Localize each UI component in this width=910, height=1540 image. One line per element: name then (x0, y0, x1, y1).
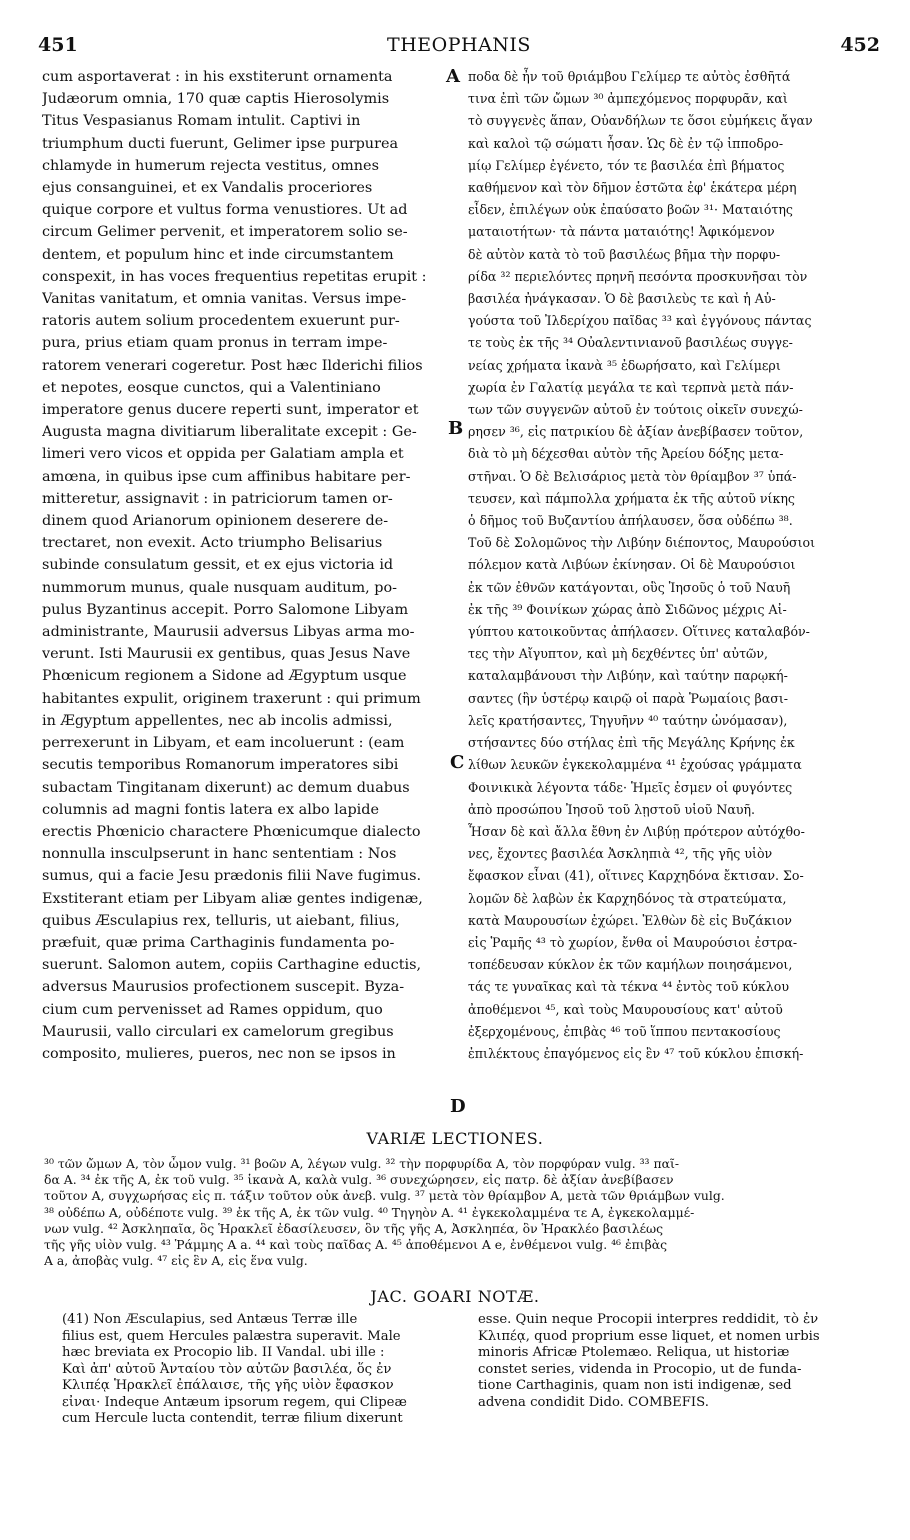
note-line: εἶναι· Indeque Antæum ipsorum regem, qui Clipeæ (62, 1394, 407, 1410)
latin-text-line: Titus Vespasianus Romam intulit. Captivi in (42, 113, 361, 130)
latin-text-line: nonnulla insculpserunt in hanc sententiam : Nos (42, 846, 397, 863)
latin-text-line: habitantes expulit, originem traxerunt : qui primum (42, 690, 421, 707)
page-number-left: 451 (38, 34, 78, 56)
variant-line: ³⁰ τῶν ὤμων A, τὸν ὦμον vulg. ³¹ βοῶν A, λέγων vulg. ³² τὴν πορφυρίδα A, τὸν πορφύραν vulg. ³³ παῖ- (44, 1156, 680, 1171)
greek-text-line: χωρία ἐν Γαλατίᾳ μεγάλα τε καὶ τερπνὰ μετὰ πάν- (468, 379, 794, 395)
variant-line: τῆς γῆς υἱὸν vulg. ⁴³ Ῥάμμης A a. ⁴⁴ καὶ τοὺς παῖδας A. ⁴⁵ ἀποθέμενοι A e, ἐνθέμενοι vulg. ⁴⁶ ἐπιβὰς (44, 1237, 668, 1253)
greek-text-line: ἐκ τῆς ³⁹ Φοινίκων χώρας ἀπὸ Σιδῶνος μέχρις Αἰ- (468, 601, 787, 617)
latin-text-line: dentem, et populum hinc et inde circumstantem (42, 246, 394, 263)
note-line: cum Hercule lucta contendit, terræ filium dixerunt (62, 1411, 403, 1426)
greek-text-line: μίῳ Γελίμερ ἐγένετο, τόν τε βασιλέα ἐπὶ βήματος (468, 157, 785, 173)
latin-text-line: quibus Æsculapius rex, telluris, ut aiebant, filius, (42, 912, 400, 929)
latin-text-line: columnis ad magni fontis latera ex albo lapide (42, 801, 379, 818)
margin-letter-c: C (450, 752, 465, 773)
latin-text-line: Exstiterant etiam per Libyam aliæ gentes indigenæ, (42, 890, 423, 907)
greek-text-line: εἶδεν, ἐπιλέγων οὐκ ἐπαύσατο βοῶν ³¹· Ματαιότης (468, 202, 793, 218)
latin-text-line: erectis Phœnicio charactere Phœnicumque dialecto (42, 823, 421, 840)
latin-text-line: ratorem venerari cogeretur. Post hæc Ilderichi filios (42, 357, 423, 374)
variant-line: νων vulg. ⁴² Ἀσκληπαῖα, ὃς Ἡρακλεῖ ἐδασίλευσεν, ὃν τῆς γῆς A, Ἀσκληπέα, ὃν Ἡρακλέο βασιλέως (44, 1220, 664, 1236)
greek-text-line: τε τοὺς ἐκ τῆς ³⁴ Οὐαλεντινιανοῦ βασιλέως συγγε- (468, 335, 793, 351)
greek-text-line: τοπέδευσαν κύκλον ἐκ τῶν καμήλων ποιησάμενοι, (468, 957, 793, 973)
latin-text-line: Judæorum omnia, 170 quæ captis Hierosolymis (42, 91, 390, 108)
latin-text-line: ejus consanguinei, et ex Vandalis proceriores (42, 180, 373, 197)
latin-text-line: chlamyde in humerum rejecta vestitus, omnes (42, 157, 379, 174)
running-title: THEOPHANIS (387, 34, 531, 56)
greek-text-line: στῆναι. Ὁ δὲ Βελισάριος μετὰ τὸν θρίαμβον ³⁷ ὑπά- (468, 468, 797, 484)
latin-text-line: conspexit, in has voces frequentius repetitas erupit : (42, 268, 427, 285)
notes-left-column (62, 1312, 454, 1428)
latin-text-line: composito, mulieres, pueros, nec non se ipsos in (42, 1045, 396, 1062)
note-line: filius est, quem Hercules palæstra superavit. Male (62, 1328, 401, 1344)
latin-text-line: in Ægyptum appellentes, nec ab incolis admissi, (42, 712, 393, 729)
note-line: hæc breviata ex Procopio lib. II Vandal. ubi ille : (62, 1345, 385, 1360)
greek-text-line: πόλεμον κατὰ Λιβύων ἐκίνησαν. Οἱ δὲ Μαυρούσιοι (468, 557, 796, 573)
variant-line: τοῦτον A, συγχωρήσας εἰς π. τάξιν τοῦτον οὐκ ἀνεβ. vulg. ³⁷ μετὰ τὸν θρίαμβον A, μετὰ τῶν θριάμβων vulg. (44, 1188, 725, 1204)
greek-text-line: καθήμενον καὶ τὸν δῆμον ἑστῶτα ἐφ' ἑκάτερα μέρη (468, 180, 797, 196)
latin-text-line: imperatore genus ducere reperti sunt, imperator et (42, 402, 419, 419)
latin-text-line: limeri vero vicos et oppida per Galatiam ampla et (42, 446, 404, 463)
latin-text-line: adversus Maurusios profectionem suscepit. Byza- (42, 979, 405, 996)
greek-text-line: ρησεν ³⁶, εἰς πατρικίου δὲ ἀξίαν ἀνεβίβασεν τοῦτον, (468, 424, 804, 440)
greek-text-line: καταλαμβάνουσι τὴν Λιβύην, καὶ ταύτην παρῳκή- (468, 668, 788, 684)
notes-title: JAC. GOARI NOTÆ. (370, 1287, 540, 1306)
greek-text-line: τινα ἐπὶ τῶν ὤμων ³⁰ ἀμπεχόμενος πορφυρᾶν, καὶ (468, 91, 788, 107)
note-line: constet series, videnda in Procopio, ut de funda- (478, 1361, 802, 1377)
greek-text-line: κατὰ Μαυρουσίων ἐχώρει. Ἐλθὼν δὲ εἰς Βυζάκιον (468, 912, 792, 928)
note-line: (41) Non Æsculapius, sed Antæus Terræ ille (62, 1312, 358, 1327)
greek-text-line: τὸ συγγενὲς ἅπαν, Οὐανδήλων τε ὅσοι εὐμήκεις ἄγαν (468, 113, 813, 129)
greek-text-line: ἔφασκον εἶναι (41), οἵτινες Καρχηδόνα ἔκτισαν. Σο- (468, 868, 804, 884)
greek-text-line: ἀποθέμενοι ⁴⁵, καὶ τοὺς Μαυρουσίους κατ' αὐτοῦ (468, 1001, 783, 1017)
greek-text-line: δὲ αὐτὸν κατὰ τὸ τοῦ βασιλέως βῆμα τὴν πορφυ- (468, 246, 781, 262)
greek-text-line: ἐπιλέκτους ἐπαγόμενος εἰς ἓν ⁴⁷ τοῦ κύκλου ἐπισκή- (468, 1045, 804, 1061)
latin-text-line: trectaret, non evexit. Acto triumpho Belisarius (42, 535, 383, 552)
variae-lectiones-title: VARIÆ LECTIONES. (366, 1129, 544, 1148)
variae-lectiones (44, 1156, 880, 1269)
latin-text-line: quique corpore et vultus forma venustiores. Ut ad (42, 202, 408, 219)
latin-text-line: ratoris autem solium procedentem exuerunt pur- (42, 313, 400, 330)
page-number-right: 452 (840, 34, 880, 56)
greek-text-line: ὁ δῆμος τοῦ Βυζαντίου ἀπήλαυσεν, ὅσα οὐδέπω ³⁸. (468, 513, 793, 529)
latin-text-line: et nepotes, eosque cunctos, qui a Valentiniano (42, 379, 381, 396)
latin-text-line: cium cum pervenisset ad Rames oppidum, quo (42, 1001, 383, 1018)
greek-text-line: λεῖς κρατήσαντες, Τηγυῆνν ⁴⁰ ταύτην ὠνόμασαν), (468, 712, 788, 728)
latin-text-line: pura, prius etiam quam pronus in terram impe- (42, 335, 388, 352)
margin-letter-a: A (446, 66, 460, 87)
greek-text-line: λομῶν δὲ λαβὼν ἐκ Καρχηδόνος τὰ στρατεύματα, (468, 890, 787, 906)
note-line: Καὶ ἀπ' αὐτοῦ Ἀνταίου τὸν αὐτῶν βασιλέα, ὅς ἐν (62, 1361, 392, 1377)
latin-text-line: mitteretur, assignavit : in patriciorum tamen or- (42, 490, 393, 507)
greek-text-line: νες, ἔχοντες βασιλέα Ἀσκληπιὰ ⁴², τῆς γῆς υἱὸν (468, 846, 773, 862)
greek-text-line: γούστα τοῦ Ἰλδερίχου παῖδας ³³ καὶ ἐγγόνους πάντας (468, 313, 812, 329)
greek-text-line: διὰ τὸ μὴ δέχεσθαι αὐτὸν τῆς Ἀρείου δόξης μετα- (468, 446, 784, 462)
greek-text-line: τες τὴν Αἴγυπτον, καὶ μὴ δεχθέντες ὑπ' αὐτῶν, (468, 646, 768, 662)
greek-text-line: γύπτου κατοικοῦντας ἀπήλασεν. Οἵτινες καταλαβόν- (468, 624, 810, 640)
latin-text-line: pulus Byzantinus accepit. Porro Salomone Libyam (42, 601, 409, 618)
latin-text-line: subactam Tingitanam dixerunt) ac demum duabus (42, 779, 410, 796)
greek-text-line: λίθων λευκῶν ἐγκεκολαμμένα ⁴¹ ἐχούσας γράμματα (468, 757, 802, 773)
greek-text-line: εἰς Ῥαμῆς ⁴³ τὸ χωρίον, ἔνθα οἱ Μαυρούσιοι ἐστρα- (468, 934, 798, 950)
note-line: advena condidit Dido. COMBEFIS. (478, 1394, 709, 1410)
greek-text-line: ἐκ τῶν ἐθνῶν κατάγονται, οὓς Ἰησοῦς ὁ τοῦ Ναυῆ (468, 579, 791, 595)
greek-text-line: ματαιοτήτων· τὰ πάντα ματαιότης! Ἀφικόμενον (468, 224, 775, 240)
latin-text-line: Augusta magna divitiarum liberalitate excepit : Ge- (42, 424, 417, 441)
latin-text-line: secutis temporibus Romanorum imperatores sibi (42, 757, 399, 774)
variant-line: ³⁸ οὐδέπω A, οὐδέποτε vulg. ³⁹ ἐκ τῆς A, ἐκ τῶν vulg. ⁴⁰ Τηγηὸν A. ⁴¹ ἐγκεκολαμμένα τε A, ἐγκεκολαμμέ- (44, 1204, 695, 1220)
latin-text-line: Vanitas vanitatum, et omnia vanitas. Versus impe- (42, 291, 407, 308)
note-line: Κλιπέᾳ Ἡρακλεῖ ἐπάλαισε, τῆς γῆς υἱὸν ἔφασκον (62, 1378, 394, 1393)
latin-text-line: cum asportaverat : in his exstiterunt ornamenta (42, 69, 393, 85)
margin-letter-d: D (450, 1096, 466, 1117)
latin-text-line: perrexerunt in Libyam, et eam incoluerunt : (eam (42, 735, 405, 752)
latin-text-line: Phœnicum regionem a Sidone ad Ægyptum usque (42, 668, 407, 685)
greek-text-line: ἐξερχομένους, ἐπιβὰς ⁴⁶ τοῦ ἵππου πεντακοσίους (468, 1023, 781, 1039)
latin-text-line: suerunt. Salomon autem, copiis Carthagine eductis, (42, 957, 422, 974)
note-line: esse. Quin neque Procopii interpres reddidit, τὸ ἐν (478, 1312, 819, 1327)
latin-text-line: amœna, in quibus ipse cum affinibus habitare per- (42, 468, 411, 485)
greek-text-line: στήσαντες δύο στήλας ἐπὶ τῆς Μεγάλης Κρήνης ἐκ (468, 735, 795, 751)
notes-right-column (478, 1312, 880, 1411)
latin-text-line: circum Gelimer pervenit, et imperatorem solio se- (42, 224, 408, 241)
greek-text-line: τάς τε γυναῖκας καὶ τὰ τέκνα ⁴⁴ ἐντὸς τοῦ κύκλου (468, 979, 789, 995)
latin-text-line: triumphum ducti fuerunt, Gelimer ipse purpurea (42, 135, 399, 152)
margin-letter-b: B (448, 418, 464, 439)
latin-text-line: sumus, qui a facie Jesu prædonis filii Nave fugimus. (42, 868, 422, 885)
greek-text-line: ἀπὸ προσώπου Ἰησοῦ τοῦ λῃστοῦ υἱοῦ Ναυῆ. (468, 801, 756, 817)
running-header (38, 34, 880, 60)
latin-text-line: verunt. Isti Maurusii ex gentibus, quas Jesus Nave (42, 646, 411, 663)
greek-text-line: Φοινικικὰ λέγοντα τάδε· Ἡμεῖς ἐσμεν οἱ φυγόντες (468, 779, 793, 795)
variant-line: δα A. ³⁴ ἐκ τῆς A, ἐκ τοῦ vulg. ³⁵ ἱκανὰ A, καλὰ vulg. ³⁶ συνεχώρησεν, εἰς πατρ. δὲ ἀξίαν ἀνεβίβασεν (44, 1172, 674, 1188)
greek-text-line: νείας χρήματα ἱκανὰ ³⁵ ἐδωρήσατο, καὶ Γελίμερι (468, 357, 781, 373)
note-line: Κλιπέᾳ, quod proprium esse liquet, et nomen urbis (478, 1328, 820, 1344)
latin-text-line: Maurusii, vallo circulari ex camelorum gregibus (42, 1023, 394, 1040)
greek-text-line: των τῶν συγγενῶν αὐτοῦ ἐν τούτοις οἰκεῖν συνεχώ- (468, 402, 803, 418)
latin-text-line: administrante, Maurusii adversus Libyas arma mo- (42, 624, 415, 641)
greek-text-line: ποδα δὲ ἦν τοῦ θριάμβου Γελίμερ τε αὐτὸς ἐσθῆτά (468, 69, 791, 84)
note-line: tione Carthaginis, quam non isti indigenæ, sed (478, 1378, 792, 1393)
greek-text-line: σαντες (ἣν ὑστέρῳ καιρῷ οἱ παρὰ Ῥωμαίοις βασι- (468, 690, 789, 706)
latin-text-line: nummorum munus, quale nusquam auditum, po- (42, 579, 398, 596)
latin-text-column (42, 66, 446, 1130)
greek-text-line: Ἦσαν δὲ καὶ ἄλλα ἔθνη ἐν Λιβύῃ πρότερον αὐτόχθο- (468, 823, 805, 839)
latin-text-line: dinem quod Arianorum opinionem deserere de- (42, 513, 389, 530)
note-line: minoris Africæ Ptolemæo. Reliqua, ut historiæ (478, 1345, 790, 1360)
variant-line: A a, ἀποβὰς vulg. ⁴⁷ εἰς ἓν A, εἰς ἕνα vulg. (44, 1253, 308, 1269)
greek-text-column (468, 66, 880, 1130)
greek-text-line: Τοῦ δὲ Σολομῶνος τὴν Λιβύην διέποντος, Μαυρούσιοι (468, 535, 816, 551)
latin-text-line: subinde consulatum gessit, et ex ejus victoria id (42, 557, 394, 574)
greek-text-line: καὶ καλοὶ τῷ σώματι ἦσαν. Ὡς δὲ ἐν τῷ ἱπποδρο- (468, 135, 784, 151)
greek-text-line: ρίδα ³² περιελόντες πρηνῆ πεσόντα προσκυνῆσαι τὸν (468, 268, 808, 284)
greek-text-line: τευσεν, καὶ πάμπολλα χρήματα ἐκ τῆς αὐτοῦ νίκης (468, 490, 795, 506)
latin-text-line: præfuit, quæ prima Carthaginis fundamenta po- (42, 934, 395, 951)
greek-text-line: βασιλέα ἠνάγκασαν. Ὁ δὲ βασιλεὺς τε καὶ ἡ Αὐ- (468, 291, 776, 307)
